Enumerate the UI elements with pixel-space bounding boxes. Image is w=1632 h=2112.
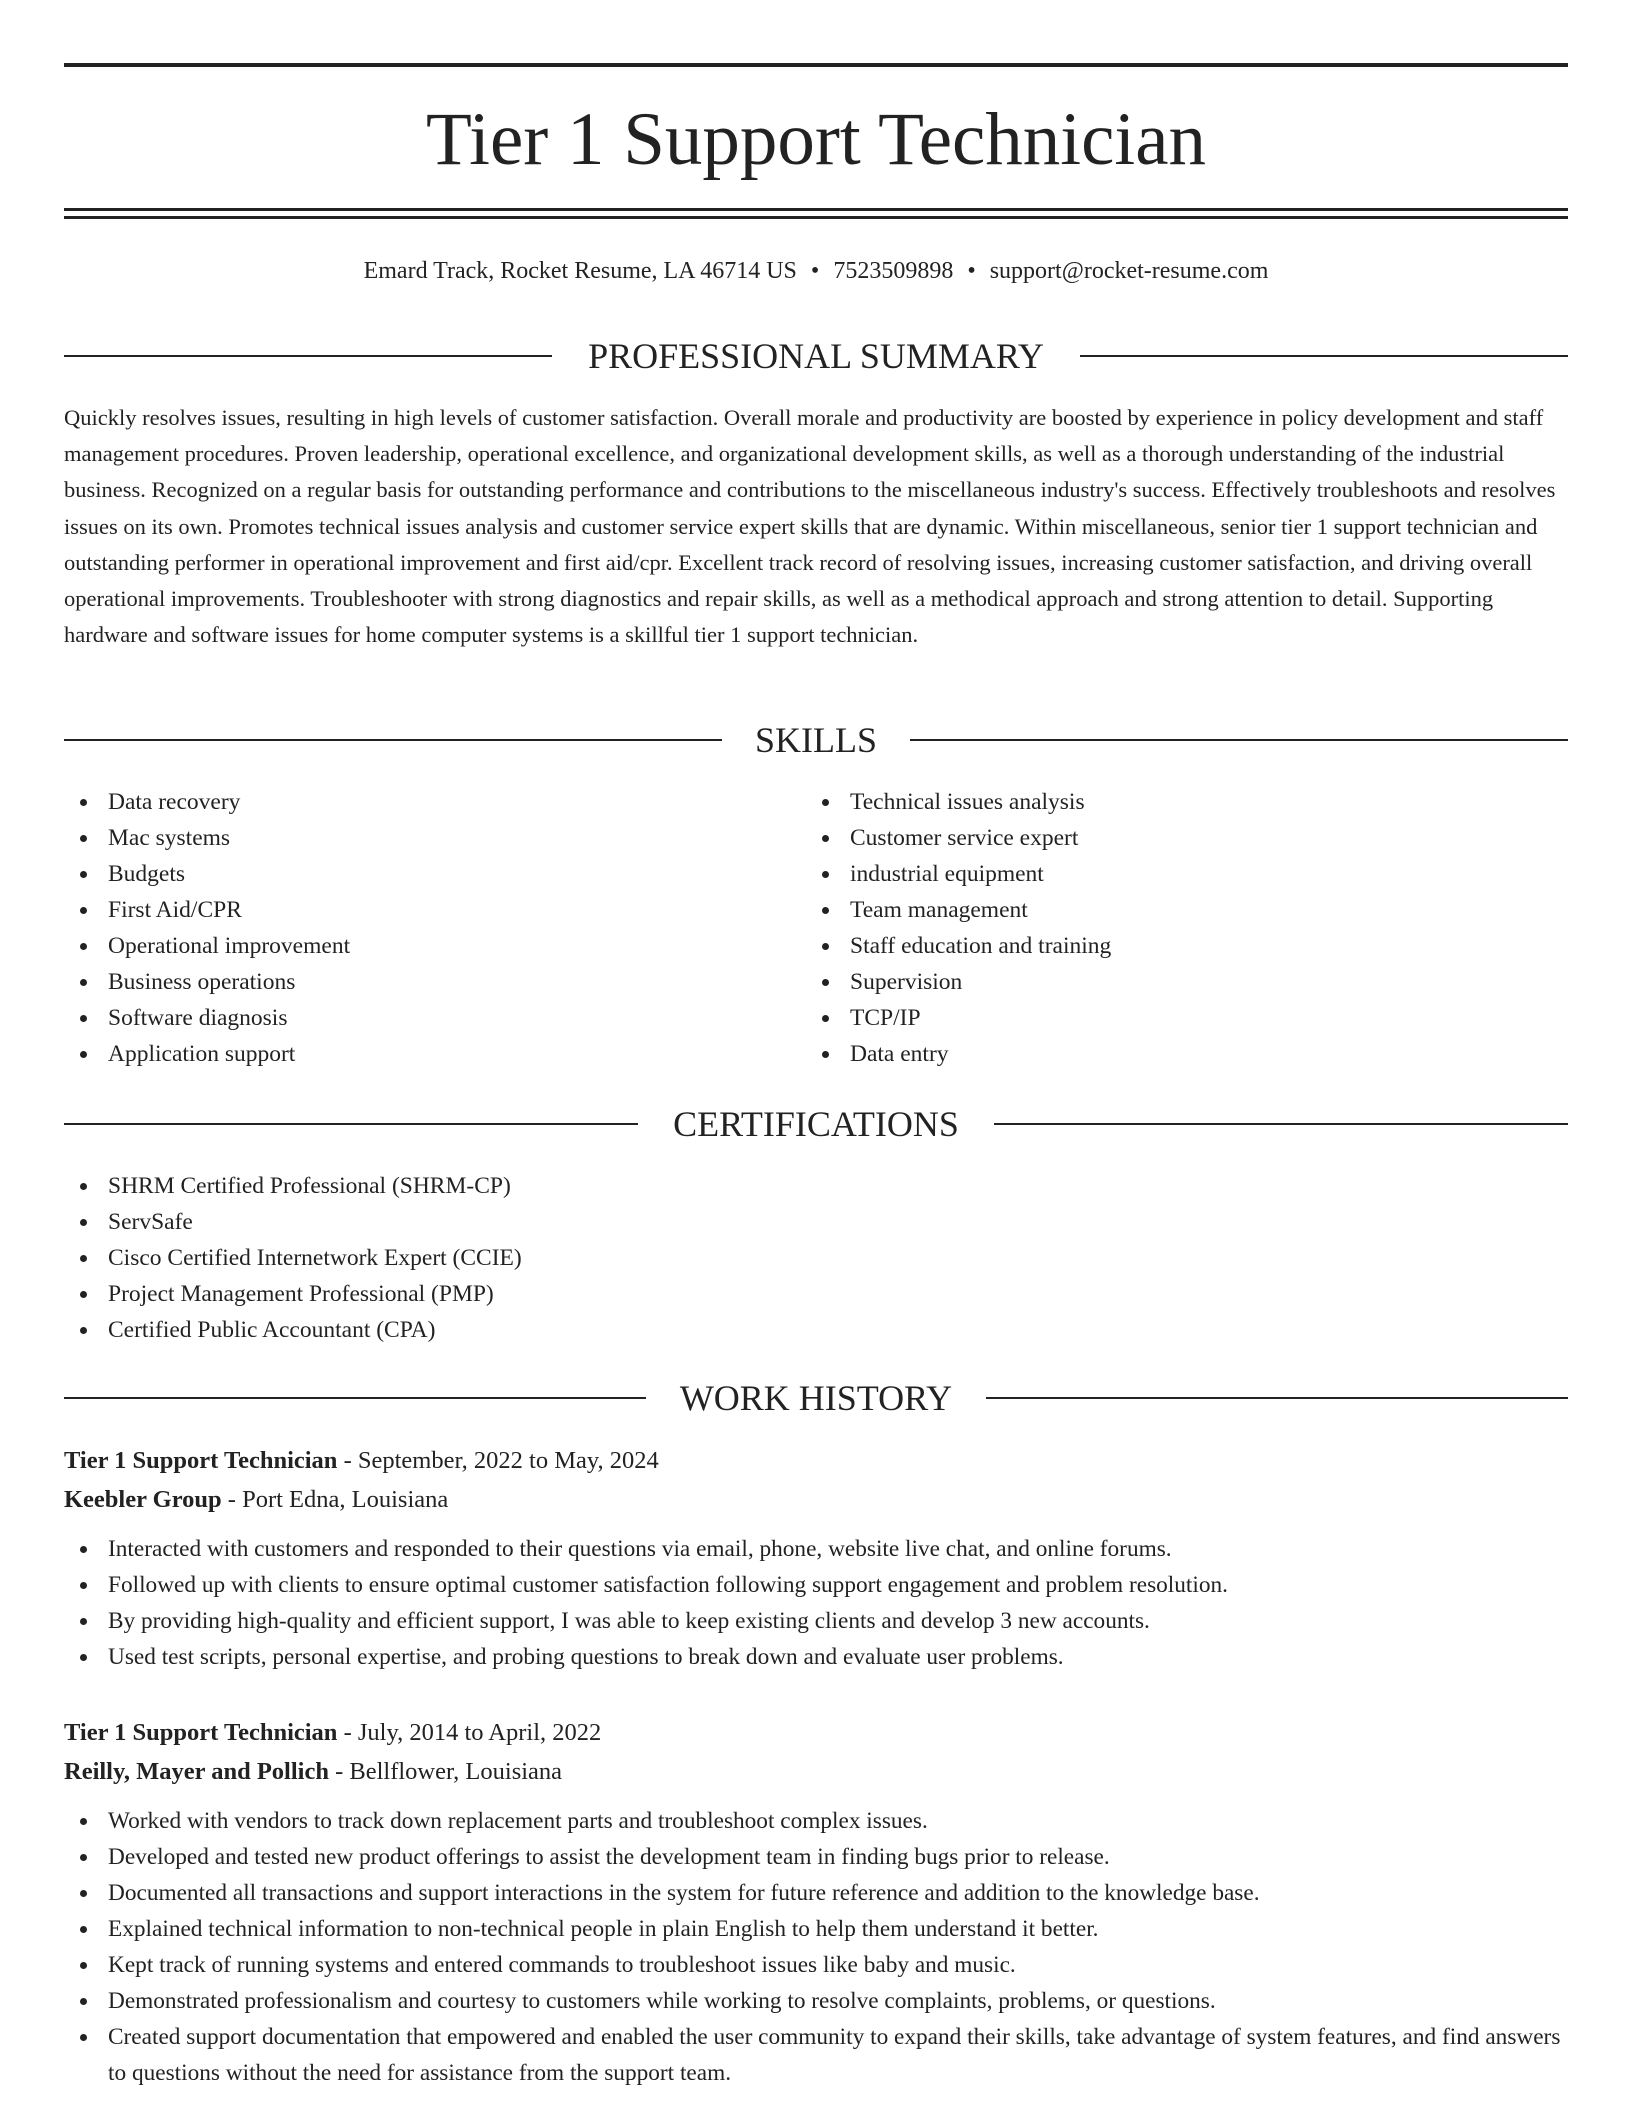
section-heading-summary: [64, 332, 1568, 380]
job-company-line: [64, 1752, 1568, 1791]
skill-item: First Aid/CPR: [64, 892, 804, 928]
job-duty-item: Explained technical information to non-technical people in plain English to help them understand it better.: [64, 1911, 1568, 1947]
resume-title: Tier 1 Support Technician: [425, 98, 1207, 181]
skills-list-right: [806, 784, 1546, 1072]
contact-separator: •: [967, 258, 976, 284]
job-duties-list: [64, 1803, 1568, 2091]
job-duty-item: Demonstrated professionalism and courtesy to customers while working to resolve complaints, problems, or questions.: [64, 1983, 1568, 2019]
job-entry: [64, 1441, 1568, 1675]
certification-item: SHRM Certified Professional (SHRM-CP): [64, 1168, 1568, 1204]
job-duty-item: Used test scripts, personal expertise, and probing questions to break down and evaluate user problems.: [64, 1639, 1568, 1675]
certification-item: Certified Public Accountant (CPA): [64, 1312, 1568, 1348]
section-heading-certifications: [64, 1100, 1568, 1148]
header-bottom-rule-inner: [64, 216, 1568, 219]
certifications-list: [64, 1168, 1568, 1348]
job-title-line: [64, 1713, 1568, 1752]
certification-item: Project Management Professional (PMP): [64, 1276, 1568, 1312]
header-top-rule: [64, 63, 1568, 67]
section-title: WORK HISTORY: [679, 1378, 953, 1418]
skill-item: Data recovery: [64, 784, 804, 820]
job-duty-item: Created support documentation that empowered and enabled the user community to expand their skills, take advantage of system features, and find answers to questions without the need for assistance from the support team.: [64, 2019, 1568, 2091]
job-company: Reilly, Mayer and Pollich: [64, 1758, 329, 1785]
skill-item: Application support: [64, 1036, 804, 1072]
skill-item: Team management: [806, 892, 1546, 928]
header-bottom-rule: [64, 208, 1568, 211]
skill-item: Technical issues analysis: [806, 784, 1546, 820]
contact-line: [64, 254, 1568, 288]
skill-item: Customer service expert: [806, 820, 1546, 856]
skill-item: Software diagnosis: [64, 1000, 804, 1036]
job-title: Tier 1 Support Technician: [64, 1447, 338, 1474]
job-title-line: [64, 1441, 1568, 1480]
job-company: Keebler Group: [64, 1486, 222, 1513]
skill-item: Data entry: [806, 1036, 1546, 1072]
section-heading-skills: [64, 716, 1568, 764]
certification-item: Cisco Certified Internetwork Expert (CCIE): [64, 1240, 1568, 1276]
contact-separator: •: [810, 258, 820, 284]
skill-item: Staff education and training: [806, 928, 1546, 964]
section-title: CERTIFICATIONS: [673, 1104, 959, 1144]
job-dates: - September, 2022 to May, 2024: [337, 1447, 659, 1474]
contact-email: support@rocket-resume.com: [989, 258, 1269, 284]
job-entry: [64, 1713, 1568, 2091]
section-heading-work-history: [64, 1374, 1568, 1422]
summary-text: Quickly resolves issues, resulting in high levels of customer satisfaction. Overall morale and productivity are boosted by experience in policy development and staff management procedures. Proven leadership, operational excellence, and organizational development skills, as well as a thorough understanding of the industrial business. Recognized on a regular basis for outstanding performance and contributions to the miscellaneous industry's success. Effectively troubleshoots and resolves issues on its own. Promotes technical issues analysis and customer service expert skills that are dynamic. Within miscellaneous, senior tier 1 support technician and outstanding performer in operational improvement and first aid/cpr. Excellent track record of resolving issues, increasing customer satisfaction, and driving overall operational improvements. Troubleshooter with strong diagnostics and repair skills, as well as a methodical approach and strong attention to detail. Supporting hardware and software issues for home computer systems is a skillful tier 1 support technician.: [64, 405, 1556, 648]
contact-address: Emard Track, Rocket Resume, LA 46714 US: [363, 258, 797, 284]
skill-item: Operational improvement: [64, 928, 804, 964]
job-duty-item: Worked with vendors to track down replacement parts and troubleshoot complex issues.: [64, 1803, 1568, 1839]
section-title: SKILLS: [754, 720, 877, 760]
job-location: - Port Edna, Louisiana: [221, 1486, 449, 1513]
job-duty-item: Documented all transactions and support interactions in the system for future reference and addition to the knowledge base.: [64, 1875, 1568, 1911]
skill-item: industrial equipment: [806, 856, 1546, 892]
job-duty-item: Developed and tested new product offerings to assist the development team in finding bugs prior to release.: [64, 1839, 1568, 1875]
job-title: Tier 1 Support Technician: [64, 1719, 338, 1746]
job-location: - Bellflower, Louisiana: [328, 1758, 563, 1785]
skill-item: Business operations: [64, 964, 804, 1000]
job-duty-item: Interacted with customers and responded to their questions via email, phone, website live chat, and online forums.: [64, 1531, 1568, 1567]
job-dates: - July, 2014 to April, 2022: [337, 1719, 602, 1746]
job-duty-item: Followed up with clients to ensure optimal customer satisfaction following support engagement and problem resolution.: [64, 1567, 1568, 1603]
skills-list-left: [64, 784, 804, 1072]
skill-item: Mac systems: [64, 820, 804, 856]
skill-item: Budgets: [64, 856, 804, 892]
skill-item: Supervision: [806, 964, 1546, 1000]
section-title: PROFESSIONAL SUMMARY: [588, 336, 1044, 376]
job-duty-item: Kept track of running systems and entered commands to troubleshoot issues like baby and music.: [64, 1947, 1568, 1983]
job-duties-list: [64, 1531, 1568, 1675]
certification-item: ServSafe: [64, 1204, 1568, 1240]
skill-item: TCP/IP: [806, 1000, 1546, 1036]
contact-phone: 7523509898: [833, 258, 954, 284]
job-duty-item: By providing high-quality and efficient support, I was able to keep existing clients and develop 3 new accounts.: [64, 1603, 1568, 1639]
job-company-line: [64, 1480, 1568, 1519]
